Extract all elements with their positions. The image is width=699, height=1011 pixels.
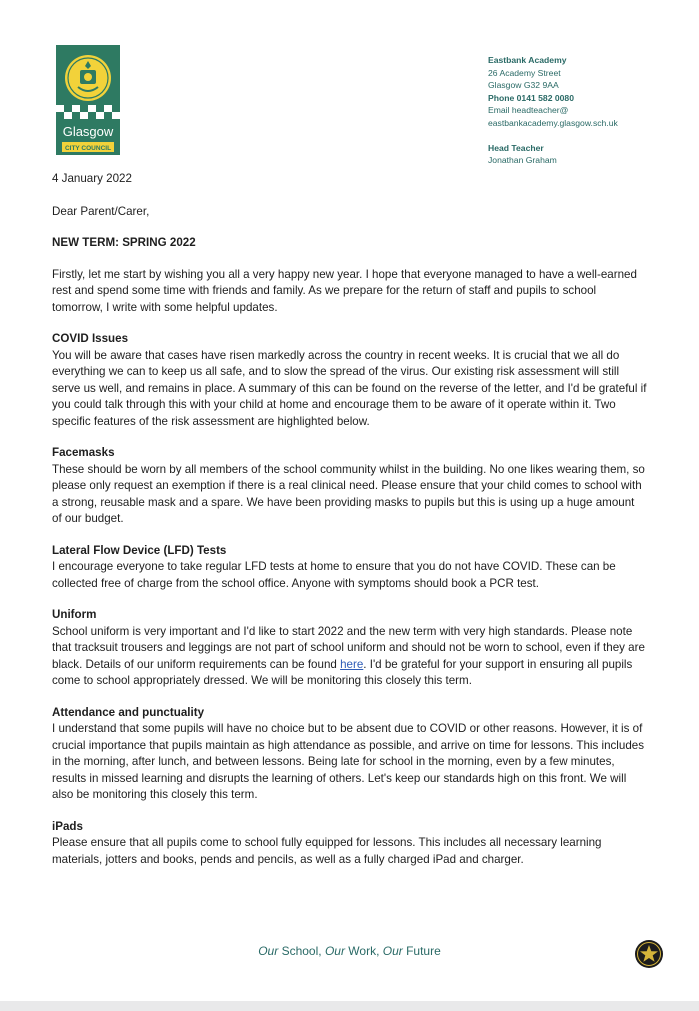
letter-date: 4 January 2022	[52, 172, 132, 185]
section-uniform	[52, 607, 647, 690]
school-phone: Phone 0141 582 0080	[488, 92, 574, 103]
school-city: Glasgow G32 9AA	[488, 80, 559, 91]
letter-body	[52, 171, 647, 883]
section-heading: Attendance and punctuality	[52, 705, 205, 719]
section-heading: Lateral Flow Device (LFD) Tests	[52, 543, 227, 557]
section-heading: Uniform	[52, 608, 97, 621]
section-body	[52, 624, 647, 690]
section-heading: iPads	[52, 819, 83, 833]
section-body: I encourage everyone to take regular LFD tests at home to ensure that you do not have COVID. These can be collected free of charge from the school office. Anyone with symptoms should book a PCR test.	[52, 560, 616, 590]
school-email-label: Email headteacher@	[488, 105, 569, 116]
school-street: 26 Academy Street	[488, 67, 561, 78]
letter-title: NEW TERM: SPRING 2022	[52, 236, 196, 249]
intro-paragraph: Firstly, let me start by wishing you all a very happy new year. I hope that everyone managed to have a well-earned rest and spend some time with friends and family. As we prepare for the return of staff and pupils to school tomorrow, I write with some helpful updates.	[52, 267, 637, 314]
logo-line2: CITY COUNCIL	[64, 145, 112, 152]
section-facemasks	[52, 445, 647, 528]
section-body: These should be worn by all members of the school community whilst in the building. No one likes wearing them, so please only request an exemption if there is a real clinical need. Please ensure that your child comes to school with a strong, reusable mask and a spare. We have been providing masks to pupils but this is using up a huge amount of our budget.	[52, 462, 645, 525]
head-teacher-role: Head Teacher	[488, 142, 544, 153]
section-heading: Facemasks	[52, 446, 115, 459]
section-covid	[52, 331, 647, 430]
section-lfd-tests	[52, 543, 647, 593]
school-address	[488, 54, 688, 167]
section-attendance	[52, 705, 647, 804]
section-ipads	[52, 819, 647, 869]
page-bottom-bar	[0, 1001, 699, 1011]
school-name: Eastbank Academy	[488, 55, 567, 65]
school-email-domain: eastbankacademy.glasgow.sch.uk	[488, 117, 618, 128]
school-motto: Our School, Our Work, Our Future	[258, 944, 441, 958]
logo-line1: Glasgow	[62, 124, 114, 139]
glasgow-city-council-logo	[56, 45, 120, 155]
section-body: I understand that some pupils will have no choice but to be absent due to COVID or other reasons. However, it is of crucial importance that pupils maintain as high attendance as possible, and arrive on time for lessons. This includes in the morning, after lunch, and between lessons. Being late for school in the morning, even by a few minutes, results in missed learning and disrupts the learning of others. Let's keep our standards high on this front. We will also be monitoring this closely this term.	[52, 722, 645, 801]
school-badge-icon	[634, 939, 664, 969]
uniform-text-after: . I'd be grateful for your support in ensuring all pupils come to school appropriately dressed. We will be monitoring this closely this term.	[52, 657, 633, 687]
head-teacher-name: Jonathan Graham	[488, 155, 557, 166]
section-body: Please ensure that all pupils come to school fully equipped for lessons. This includes all necessary learning materials, jotters and books, pends and pencils, as well as a fully charged iPad and charger.	[52, 836, 602, 866]
uniform-text-before: School uniform is very important and I'd like to start 2022 and the new term with very high standards. Please note that tracksuit trousers and leggings are not part of school uniform and should not be worn to school, even if they are black. Details of our uniform requirements can be found	[52, 624, 645, 671]
section-body: You will be aware that cases have risen markedly across the country in recent weeks. It is crucial that we all do everything we can to keep us all safe, and to slow the spread of the virus. Our existing risk assessment will still serve us well, and remains in place. A summary of this can be found on the reverse of the letter, and I'd be grateful if you could talk through this with your child at home and encourage them to be aware of it operate within it. Two specific features of the risk assessment are highlighted below.	[52, 348, 647, 428]
uniform-requirements-link[interactable]: here	[340, 657, 364, 671]
salutation: Dear Parent/Carer,	[52, 204, 150, 218]
section-heading: COVID Issues	[52, 332, 129, 345]
